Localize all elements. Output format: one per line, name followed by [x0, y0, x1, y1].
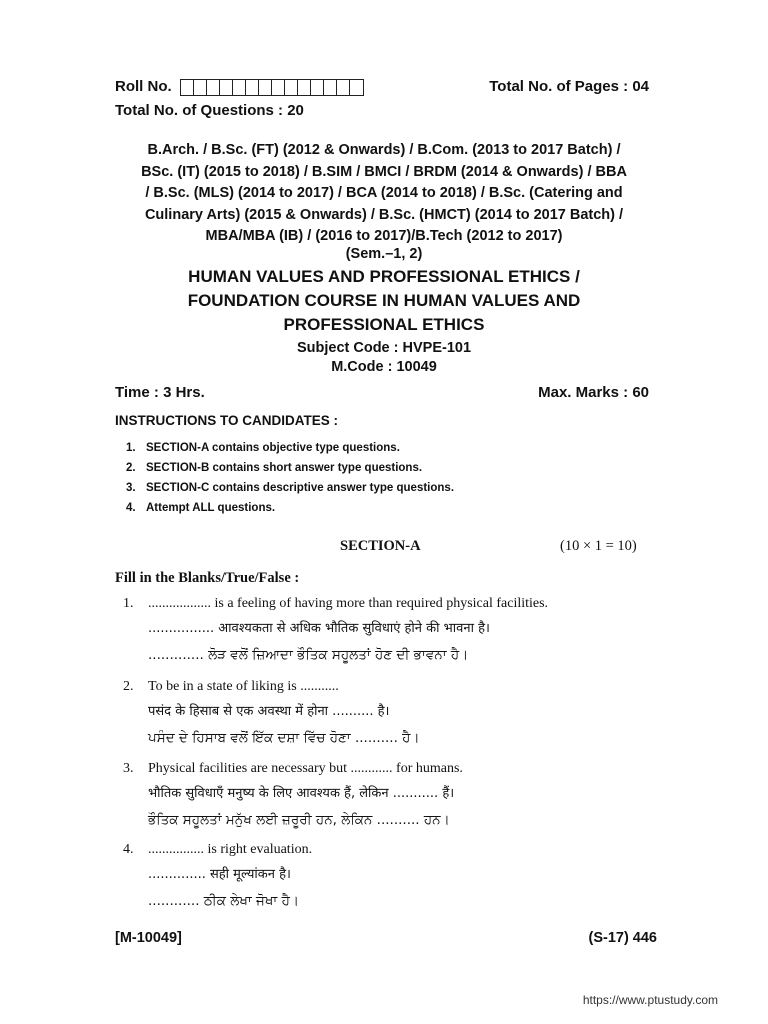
question-3: [123, 759, 683, 837]
subject-title-line: PROFESSIONAL ETHICS: [283, 315, 485, 334]
roll-no-box: [246, 80, 259, 95]
question-hindi: भौतिक सुविधाएँ मनुष्य के लिए आवश्यक हैं, लेकिन ........... हैं।: [148, 786, 455, 801]
question-punjabi: ਪਸੰਦ ਦੇ ਹਿਸਾਬ ਵਲੋਂ ਇੱਕ ਦਸ਼ਾ ਵਿੱਚ ਹੋਣਾ .......... ਹੈ।: [148, 730, 420, 746]
roll-no-box: [298, 80, 311, 95]
question-2: [123, 677, 683, 755]
roll-no-box: [181, 80, 194, 95]
instruction-number: 4.: [126, 502, 136, 514]
question-text: .................. is a feeling of having more than required physical facilities.: [148, 596, 549, 611]
roll-no-box: [337, 80, 350, 95]
question-number: 4.: [123, 842, 134, 857]
roll-no-box: [259, 80, 272, 95]
section-a-title: SECTION-A: [340, 538, 421, 554]
exam-time: Time : 3 Hrs.: [115, 384, 205, 401]
instruction-item: [126, 478, 454, 498]
total-questions: Total No. of Questions : 20: [115, 102, 304, 119]
mcode: M.Code : 10049: [331, 359, 437, 375]
course-line: Culinary Arts) (2015 & Onwards) / B.Sc. (HMCT) (2014 to 2017 Batch) /: [144, 206, 624, 223]
question-english: [123, 594, 683, 619]
question-4: [123, 840, 683, 918]
instruction-number: 2.: [126, 462, 136, 474]
max-marks: Max. Marks : 60: [538, 384, 649, 401]
question-hindi: पसंद के हिसाब से एक अवस्था में होना .......... है।: [148, 704, 390, 719]
course-line: B.Arch. / B.Sc. (FT) (2012 & Onwards) / B.Com. (2013 to 2017 Batch) /: [147, 142, 621, 158]
instruction-text: Attempt ALL questions.: [146, 502, 276, 514]
question-text: ................ is right evaluation.: [148, 842, 313, 857]
subject-title-line: HUMAN VALUES AND PROFESSIONAL ETHICS /: [188, 267, 580, 286]
question-punjabi: ............ ਠੀਕ ਲੇਖਾ ਜੋਖਾ ਹੈ।: [148, 893, 299, 909]
question-1: [123, 594, 683, 672]
question-text: Physical facilities are necessary but ............ for humans.: [148, 761, 463, 776]
question-hindi: .............. सही मूल्यांकन है।: [148, 867, 291, 882]
question-english: [123, 840, 683, 865]
course-line: / B.Sc. (MLS) (2014 to 2017) / BCA (2014 to 2018) / B.Sc. (Catering and: [145, 185, 623, 201]
course-line: MBA/MBA (IB) / (2016 to 2017)/B.Tech (2012 to 2017): [205, 228, 563, 244]
question-number: 2.: [123, 679, 134, 694]
section-a-instruction: Fill in the Blanks/True/False :: [115, 570, 300, 586]
footer-paper-code: [M-10049]: [115, 930, 182, 946]
roll-no-box: [194, 80, 207, 95]
course-line: BSc. (IT) (2015 to 2018) / B.SIM / BMCI / BRDM (2014 & Onwards) / BBA: [141, 163, 627, 180]
question-english: [123, 677, 683, 702]
question-english: [123, 759, 683, 784]
roll-no-box: [233, 80, 246, 95]
subject-code: Subject Code : HVPE-101: [296, 340, 472, 356]
semester: (Sem.–1, 2): [345, 246, 423, 262]
question-punjabi: ............. ਲੋੜ ਵਲੋਂ ਜ਼ਿਆਦਾ ਭੌਤਿਕ ਸਹੂਲਤਾਂ ਹੋਣ ਦੀ ਭਾਵਨਾ ਹੈ।: [148, 647, 469, 663]
instruction-item: [126, 498, 454, 518]
roll-no-boxes: [180, 79, 364, 96]
footer-series-code: (S-17) 446: [588, 930, 657, 946]
watermark-url: https://www.ptustudy.com: [582, 993, 718, 1007]
total-pages: Total No. of Pages : 04: [489, 78, 649, 95]
roll-no-box: [285, 80, 298, 95]
instruction-text: SECTION-C contains descriptive answer type questions.: [146, 482, 455, 494]
roll-no-box: [350, 80, 363, 95]
question-number: 1.: [123, 596, 134, 611]
roll-no-box: [311, 80, 324, 95]
instructions-heading: INSTRUCTIONS TO CANDIDATES :: [115, 413, 339, 428]
roll-no-box: [207, 80, 220, 95]
section-a-marks: (10 × 1 = 10): [560, 538, 637, 554]
question-text: To be in a state of liking is ...........: [148, 679, 339, 694]
roll-no-label: Roll No.: [115, 78, 172, 95]
instructions-list: [126, 438, 454, 518]
instruction-text: SECTION-A contains objective type questions.: [146, 442, 400, 454]
instruction-item: [126, 438, 454, 458]
roll-no-box: [324, 80, 337, 95]
course-list: [108, 140, 660, 248]
instruction-item: [126, 458, 454, 478]
roll-no-box: [272, 80, 285, 95]
subject-title: [108, 265, 660, 337]
instruction-number: 1.: [126, 442, 136, 454]
question-number: 3.: [123, 761, 134, 776]
instruction-text: SECTION-B contains short answer type questions.: [146, 462, 423, 474]
subject-title-line: FOUNDATION COURSE IN HUMAN VALUES AND: [187, 291, 581, 310]
instruction-number: 3.: [126, 482, 136, 494]
question-punjabi: ਭੌਤਿਕ ਸਹੂਲਤਾਂ ਮਨੁੱਖ ਲਈ ਜ਼ਰੂਰੀ ਹਨ, ਲੇਕਿਨ .......... ਹਨ।: [148, 812, 450, 828]
roll-no-box: [220, 80, 233, 95]
question-hindi: ................ आवश्यकता से अधिक भौतिक सुविधाएं होने की भावना है।: [148, 621, 490, 636]
